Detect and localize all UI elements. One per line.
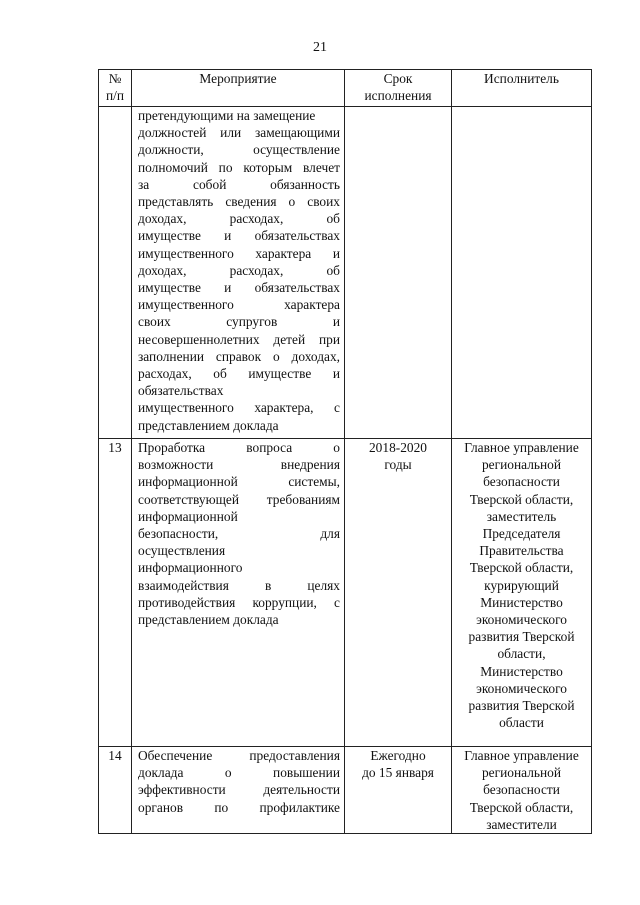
- term-text-line: до 15 января: [362, 765, 434, 781]
- term-text-line: годы: [384, 457, 412, 473]
- executor-text-line: Тверской области,: [469, 799, 574, 815]
- executor-text-line: развития Тверской: [468, 698, 575, 714]
- term-cell: [345, 107, 452, 439]
- executor-text-line: Главное управление: [464, 440, 579, 455]
- header-event-line: Мероприятие: [199, 71, 277, 86]
- event-text-line: доходах, расходах, об: [138, 262, 340, 278]
- executor-text-line: Тверской области,: [469, 491, 574, 507]
- row-number: 13: [99, 439, 132, 747]
- executor-text-line: Министерство: [480, 663, 563, 679]
- event-text-line: за собой обязанность: [138, 176, 340, 192]
- event-cell: [132, 107, 345, 439]
- event-text-line: органов по профилактике: [138, 799, 340, 815]
- executor-text-line: развития Тверской: [468, 629, 575, 645]
- header-term: [345, 70, 452, 107]
- executor-text-line: Министерство: [480, 594, 563, 610]
- event-text-line: информационной системы,: [138, 474, 340, 490]
- event-text-line: представлением доклада: [138, 612, 279, 628]
- event-text-line: претендующими на замещение: [138, 108, 316, 123]
- term-cell: [345, 439, 452, 747]
- executor-text-line: заместители: [486, 816, 557, 832]
- row-number: 14: [99, 747, 132, 834]
- executor-text-line: Тверской области,: [469, 560, 574, 576]
- header-term-line: Срок: [383, 71, 413, 86]
- event-text-line: имуществе и обязательствах: [138, 228, 340, 244]
- table-row: [99, 747, 592, 834]
- event-text-line: имущественного характера и: [138, 245, 340, 261]
- header-executor: [452, 70, 592, 107]
- executor-text-line: безопасности: [483, 782, 560, 798]
- executor-text-line: безопасности: [483, 474, 560, 490]
- header-num-line: п/п: [105, 88, 125, 104]
- event-text-line: своих супругов и: [138, 314, 340, 330]
- event-text-line: представлением доклада: [138, 417, 279, 433]
- executor-text-line: области,: [497, 646, 546, 662]
- page-number: 21: [313, 40, 327, 55]
- term-cell: [345, 747, 452, 834]
- header-num-line: №: [108, 71, 122, 86]
- header-num: [99, 70, 132, 107]
- event-text-line: имущественного характера, с: [138, 400, 340, 416]
- executor-text-line: курирующий: [484, 577, 559, 593]
- event-cell: [132, 439, 345, 747]
- event-text-line: Проработка вопроса о: [138, 440, 340, 455]
- event-text-line: имущественного характера: [138, 297, 340, 313]
- executor-text-line: Председателя: [482, 526, 561, 542]
- event-text-line: эффективности деятельности: [138, 782, 340, 798]
- event-text-line: Обеспечение предоставления: [138, 748, 340, 763]
- event-text-line: доходах, расходах, об: [138, 211, 340, 227]
- events-table: [98, 69, 592, 834]
- table-row: [99, 439, 592, 747]
- executor-text-line: экономического: [476, 612, 567, 628]
- header-event: [132, 70, 345, 107]
- executor-text-line: региональной: [481, 457, 562, 473]
- event-text-line: обязательствах: [138, 383, 224, 399]
- event-text-line: несовершеннолетних детей при: [138, 331, 340, 347]
- event-text-line: информационного: [138, 560, 243, 576]
- event-text-line: противодействия коррупции, с: [138, 594, 340, 610]
- event-text-line: должностей или замещающими: [138, 125, 340, 141]
- event-text-line: представлять сведения о своих: [138, 194, 340, 210]
- event-text-line: полномочий по которым влечет: [138, 159, 340, 175]
- event-text-line: информационной: [138, 508, 238, 524]
- executor-cell: [452, 439, 592, 747]
- event-text-line: осуществления: [138, 543, 226, 559]
- executor-text-line: области: [499, 715, 544, 731]
- executor-text-line: экономического: [476, 680, 567, 696]
- event-text-line: взаимодействия в целях: [138, 577, 340, 593]
- executor-text-line: Правительства: [479, 543, 564, 559]
- term-text-line: 2018-2020: [368, 440, 428, 455]
- event-text-line: расходах, об имуществе и: [138, 366, 340, 382]
- row-number: [99, 107, 132, 439]
- executor-text-line: заместитель: [486, 508, 557, 524]
- table-row: [99, 107, 592, 439]
- event-text-line: соответствующей требованиям: [138, 491, 340, 507]
- event-text-line: имуществе и обязательствах: [138, 280, 340, 296]
- executor-text-line: Главное управление: [464, 748, 579, 763]
- executor-text-line: региональной: [481, 765, 562, 781]
- executor-cell: [452, 107, 592, 439]
- term-text-line: Ежегодно: [370, 748, 426, 763]
- header-term-line: исполнения: [364, 88, 432, 104]
- event-text-line: возможности внедрения: [138, 457, 340, 473]
- event-text-line: должности, осуществление: [138, 142, 340, 158]
- event-cell: [132, 747, 345, 834]
- table-header-row: [99, 70, 592, 107]
- executor-cell: [452, 747, 592, 834]
- event-text-line: заполнении справок о доходах,: [138, 348, 340, 364]
- event-text-line: безопасности, для: [138, 526, 340, 542]
- header-executor-line: Исполнитель: [484, 71, 559, 86]
- event-text-line: доклада о повышении: [138, 765, 340, 781]
